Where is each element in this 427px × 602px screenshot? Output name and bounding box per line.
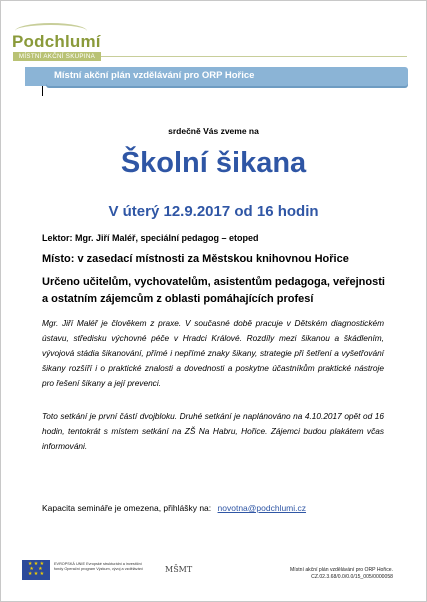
- event-date: V úterý 12.9.2017 od 16 hodin: [108, 203, 319, 220]
- second-session-note: Toto setkání je první částí dvojbloku. Druhé setkání je naplánováno na 4.10.2017 opět od 16 hodin, tentokrát s místem setkání na ZŠ Na Habru, Hořice. Zájemci budou plakátem včas informováni.: [42, 411, 384, 451]
- header-divider: [101, 56, 407, 57]
- logo-text: Podchlumí: [12, 32, 101, 51]
- email-link[interactable]: novotna@podchlumi.cz: [217, 503, 307, 513]
- registration-text: Kapacita semináře je omezena, přihlášky na:: [42, 503, 212, 513]
- invite-text: srdečně Vás zveme na: [168, 126, 259, 136]
- footer-line-1: Místní akční plán vzdělávání pro ORP Hořice.: [290, 567, 393, 573]
- registration-line: [42, 503, 306, 513]
- lecturer-line: Lektor: Mgr. Jiří Maléř, speciální pedagog – etoped: [42, 233, 259, 243]
- footer-info: [290, 567, 393, 581]
- header-banner: [46, 67, 408, 86]
- eu-flag-icon: ★ ★ ★ ★ ★ ★ ★ ★: [22, 560, 50, 580]
- logo-subtitle: MÍSTNÍ AKČNÍ SKUPINA: [13, 52, 101, 61]
- lecturer-bio: Mgr. Jiří Maléř je člověkem z praxe. V současné době pracuje v Dětském diagnostickém ústavu, středisku výchovné péče v Hradci Králové. Rozdíly mezi šikanou a škádlením, vývojová stádia šikanování, přímé i nepřímé znaky šikany, strategie při šetření a vyšetřování šikany rozšíří i o praktické znalosti a dovednosti a poskytne účastníkům praktické nástroje pro řešení šikany a její prevenci.: [42, 318, 384, 388]
- eu-logo-text: EVROPSKÁ UNIE Evropské strukturální a investiční fondy Operační program Výzkum, vývoj a vzdělávání: [54, 562, 143, 571]
- audience-line: Určeno učitelům, vychovatelům, asistentům pedagoga, veřejnosti a ostatním zájemcům z oblasti pomáhajících profesí: [42, 276, 385, 305]
- banner-text: Místní akční plán vzdělávání pro ORP Hořice: [54, 70, 255, 81]
- text-cursor: [42, 86, 43, 96]
- event-title: Školní šikana: [120, 147, 307, 179]
- msmt-logo: MŠMT: [165, 565, 193, 574]
- venue-line: Místo: v zasedací místnosti za Městskou knihovnou Hořice: [42, 253, 349, 265]
- footer-line-2: CZ.02.3.68/0.0/0.0/15_005/0000058: [311, 574, 393, 580]
